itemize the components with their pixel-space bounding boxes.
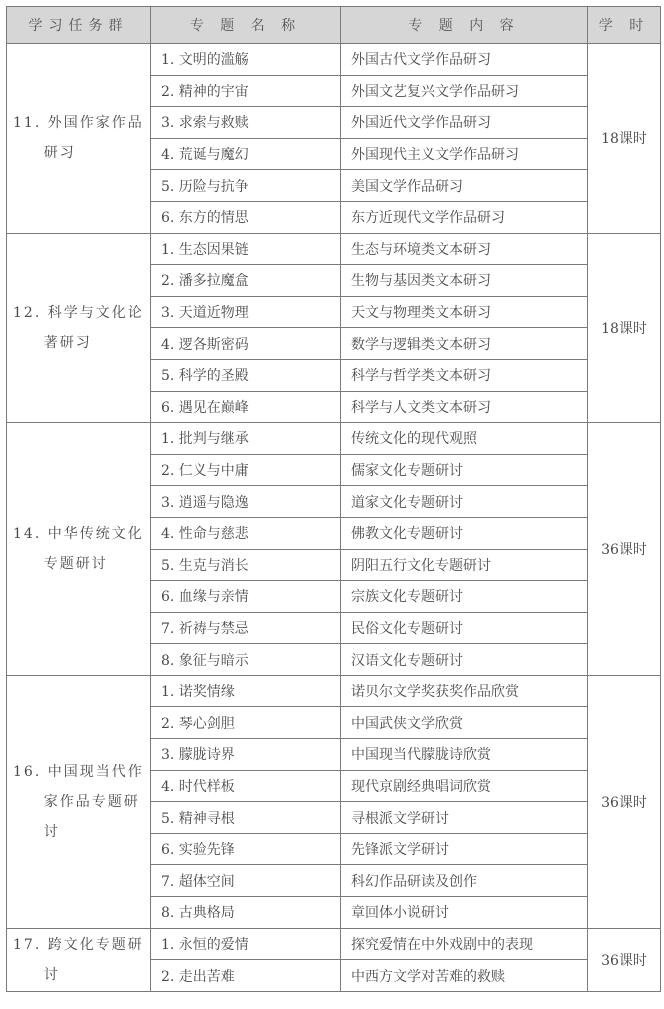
topic-content: 外国古代文学作品研习 [341,44,588,76]
topic-content: 东方近现代文学作品研习 [341,201,588,233]
topic-name: 1. 批判与继承 [151,423,341,455]
topic-content: 外国现代主义文学作品研习 [341,138,588,170]
topic-name: 1. 文明的滥觞 [151,44,341,76]
topic-content: 中国现当代朦胧诗欣赏 [341,739,588,771]
hours-cell: 36课时 [588,423,661,676]
topic-name: 4. 逻各斯密码 [151,328,341,360]
topic-name: 7. 超体空间 [151,865,341,897]
topic-name: 4. 荒诞与魔幻 [151,138,341,170]
topic-content: 汉语文化专题研讨 [341,644,588,676]
header-topic-content: 专 题 内 容 [341,7,588,44]
topic-content: 佛教文化专题研讨 [341,517,588,549]
topic-content: 中西方文学对苦难的救赎 [341,960,588,992]
topic-name: 2. 走出苦难 [151,960,341,992]
topic-name: 5. 生克与消长 [151,549,341,581]
topic-content: 道家文化专题研讨 [341,486,588,518]
task-group-cell [7,233,151,423]
topic-name: 3. 求索与救赎 [151,107,341,139]
header-row [7,7,661,44]
topic-name: 4. 性命与慈悲 [151,517,341,549]
topic-content: 章回体小说研讨 [341,897,588,929]
topic-name: 3. 朦胧诗界 [151,739,341,771]
topic-name: 5. 精神寻根 [151,802,341,834]
table-row [7,423,661,455]
table-row [7,928,661,960]
hours-cell: 36课时 [588,675,661,928]
topic-name: 3. 天道近物理 [151,296,341,328]
topic-content: 传统文化的现代观照 [341,423,588,455]
topic-name: 8. 象征与暗示 [151,644,341,676]
task-group-cell [7,675,151,928]
topic-name: 1. 永恒的爱情 [151,928,341,960]
topic-content: 探究爱情在中外戏剧中的表现 [341,928,588,960]
header-task-group: 学习任务群 [7,7,151,44]
header-topic-name: 专 题 名 称 [151,7,341,44]
topic-content: 外国文艺复兴文学作品研习 [341,75,588,107]
topic-name: 2. 仁义与中庸 [151,454,341,486]
topic-name: 6. 血缘与亲情 [151,581,341,613]
topic-name: 5. 科学的圣殿 [151,359,341,391]
table-row [7,675,661,707]
hours-cell: 36课时 [588,928,661,991]
topic-content: 数学与逻辑类文本研习 [341,328,588,360]
task-group-title: 16. 中国现当代作家作品专题研讨 [13,763,144,840]
topic-content: 科学与哲学类文本研习 [341,359,588,391]
topic-content: 中国武侠文学欣赏 [341,707,588,739]
topic-name: 2. 潘多拉魔盒 [151,265,341,297]
table-body [7,44,661,992]
topic-name: 6. 实验先锋 [151,833,341,865]
task-group-title: 11. 外国作家作品研习 [13,115,144,162]
task-group-title: 14. 中华传统文化专题研讨 [13,526,144,572]
topic-content: 生态与环境类文本研习 [341,233,588,265]
topic-name: 2. 琴心剑胆 [151,707,341,739]
header-hours: 学 时 [588,7,661,44]
topic-content: 生物与基因类文本研习 [341,265,588,297]
topic-content: 民俗文化专题研讨 [341,612,588,644]
curriculum-table [6,6,661,992]
topic-name: 1. 生态因果链 [151,233,341,265]
task-group-cell [7,44,151,234]
topic-name: 4. 时代样板 [151,770,341,802]
table-row [7,44,661,76]
hours-cell: 18课时 [588,44,661,234]
topic-content: 宗族文化专题研讨 [341,581,588,613]
task-group-title: 17. 跨文化专题研讨 [13,936,144,983]
table-row [7,233,661,265]
topic-content: 寻根派文学研讨 [341,802,588,834]
topic-name: 3. 逍遥与隐逸 [151,486,341,518]
hours-cell: 18课时 [588,233,661,423]
task-group-title: 12. 科学与文化论著研习 [13,304,144,351]
topic-name: 6. 东方的情思 [151,201,341,233]
topic-content: 诺贝尔文学奖获奖作品欣赏 [341,675,588,707]
topic-content: 美国文学作品研习 [341,170,588,202]
topic-content: 外国近代文学作品研习 [341,107,588,139]
topic-content: 先锋派文学研讨 [341,833,588,865]
topic-name: 5. 历险与抗争 [151,170,341,202]
topic-content: 现代京剧经典唱词欣赏 [341,770,588,802]
topic-content: 阴阳五行文化专题研讨 [341,549,588,581]
topic-name: 8. 古典格局 [151,897,341,929]
task-group-cell [7,928,151,991]
topic-name: 1. 诺奖情缘 [151,675,341,707]
task-group-cell [7,423,151,676]
topic-name: 2. 精神的宇宙 [151,75,341,107]
topic-content: 科学与人文类文本研习 [341,391,588,423]
topic-content: 天文与物理类文本研习 [341,296,588,328]
topic-name: 6. 遇见在巅峰 [151,391,341,423]
topic-content: 儒家文化专题研讨 [341,454,588,486]
topic-content: 科幻作品研读及创作 [341,865,588,897]
topic-name: 7. 祈祷与禁忌 [151,612,341,644]
